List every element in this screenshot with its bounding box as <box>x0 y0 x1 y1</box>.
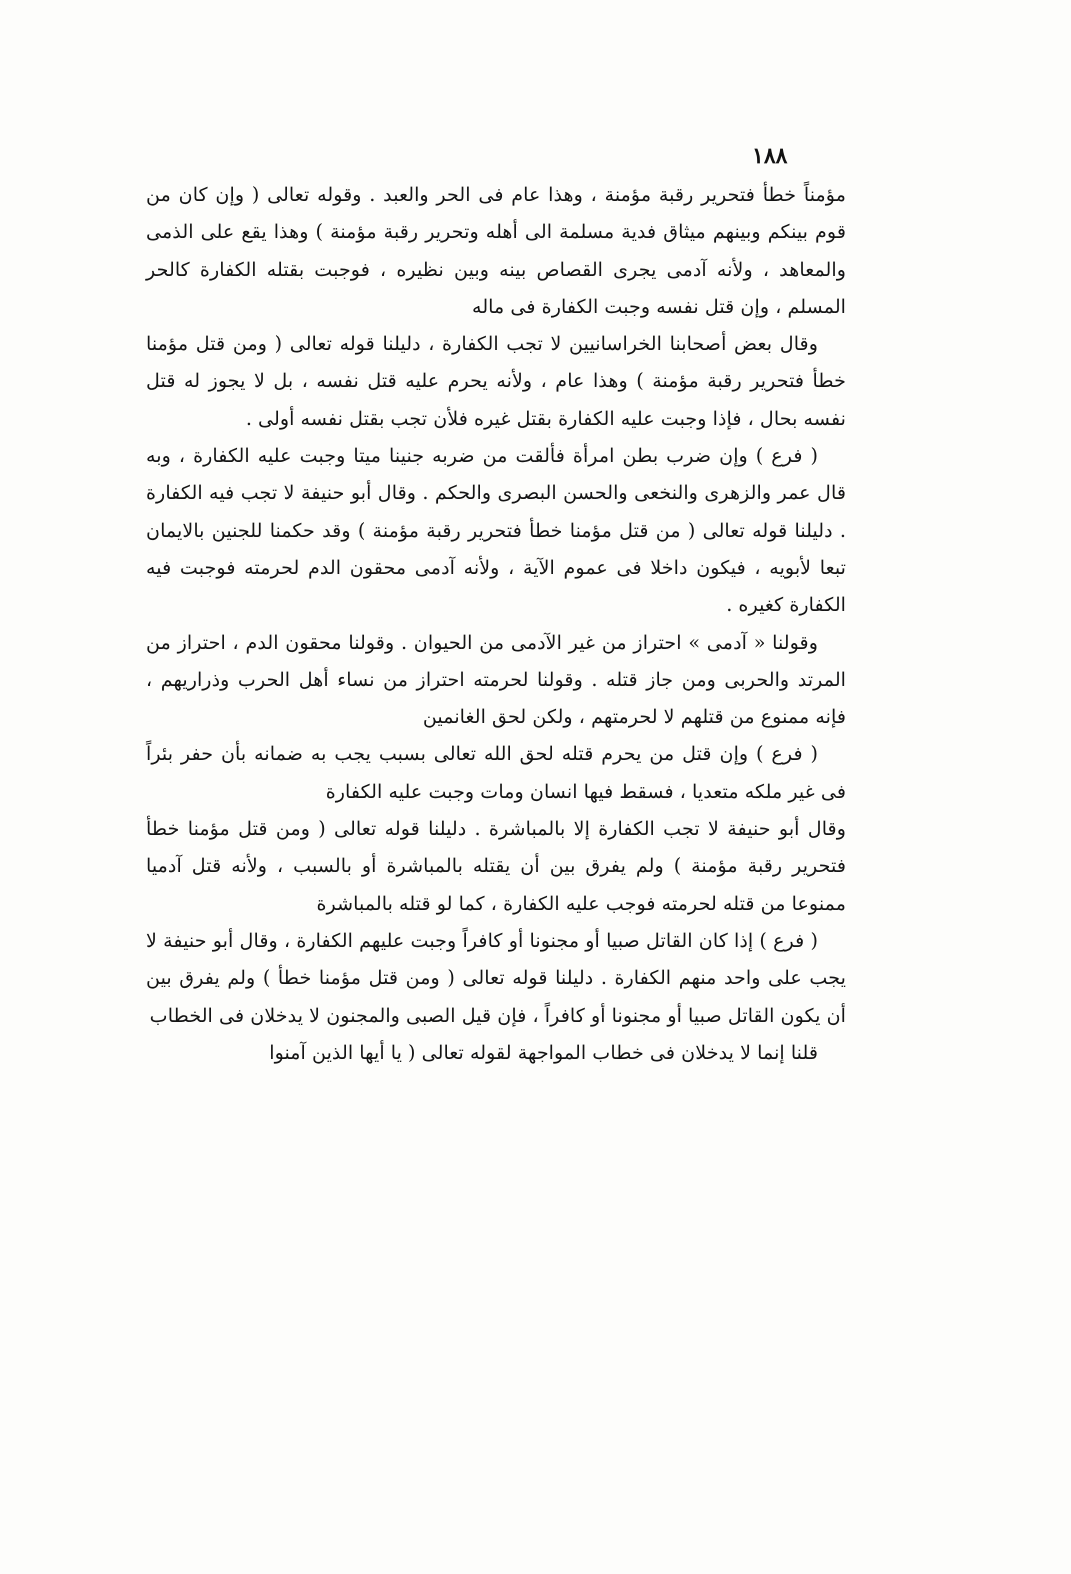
paragraph-2: وقال بعض أصحابنا الخراسانيين لا تجب الكفارة ، دليلنا قوله تعالى ( ومن قتل مؤمنا خطأ فتحرير رقبة مؤمنة ) وهذا عام ، ولأنه يحرم عليه قتل نفسه ، بل لا يجوز له قتل نفسه بحال ، فإذا وجبت عليه الكفارة بقتل غيره فلأن تجب بقتل نفسه أولى . <box>146 332 846 430</box>
body-text <box>146 176 846 1071</box>
paragraph-8: قلنا إنما لا يدخلان فى خطاب المواجهة لقوله تعالى ( يا أيها الذين آمنوا <box>269 1040 818 1064</box>
paragraph-6: وقال أبو حنيفة لا تجب الكفارة إلا بالمباشرة . دليلنا قوله تعالى ( ومن قتل مؤمنا خطأ فتحرير رقبة مؤمنة ) ولم يفرق بين أن يقتله بالمباشرة أو بالسبب ، ولأنه قتل آدميا ممنوعا من قتله لحرمته فوجب عليه الكفارة ، كما لو قتله بالمباشرة <box>146 817 846 915</box>
paragraph-7: ( فرع ) إذا كان القاتل صبيا أو مجنونا أو كافراً وجبت عليهم الكفارة ، وقال أبو حنيفة لا يجب على واحد منهم الكفارة . دليلنا قوله تعالى ( ومن قتل مؤمنا خطأ ) ولم يفرق بين أن يكون القاتل صبيا أو مجنونا أو كافراً ، فإن قيل الصبى والمجنون لا يدخلان فى الخطاب <box>146 928 846 1027</box>
paragraph-5: ( فرع ) وإن قتل من يحرم قتله لحق الله تعالى بسبب يجب به ضمانه بأن حفر بئراً فى غير ملكه متعديا ، فسقط فيها انسان ومات وجبت عليه الكفارة <box>146 742 846 803</box>
page-number: ١٨٨ <box>752 143 788 169</box>
paragraph-1: مؤمناً خطأ فتحرير رقبة مؤمنة ، وهذا عام فى الحر والعبد . وقوله تعالى ( وإن كان من قوم بينكم وبينهم ميثاق فدية مسلمة الى أهله وتحرير رقبة مؤمنة ) وهذا يقع على الذمى والمعاهد ، ولأنه آدمى يجرى القصاص بينه وبين نظيره ، فوجبت بقتله الكفارة كالحر المسلم ، وإن قتل نفسه وجبت الكفارة فى ماله <box>146 183 846 318</box>
paragraph-4: وقولنا « آدمى » احتراز من غير الآدمى من الحيوان . وقولنا محقون الدم ، احتراز من المرتد والحربى ومن جاز قتله . وقولنا لحرمته احتراز من نساء أهل الحرب وذراريهم ، فإنه ممنوع من قتلهم لا لحرمتهم ، ولكن لحق الغانمين <box>146 630 846 729</box>
paragraph-3: ( فرع ) وإن ضرب بطن امرأة فألقت من ضربه جنينا ميتا وجبت عليه الكفارة ، وبه قال عمر والزهرى والنخعى والحسن البصرى والحكم . وقال أبو حنيفة لا تجب فيه الكفارة . دليلنا قوله تعالى ( من قتل مؤمنا خطأ فتحرير رقبة مؤمنة ) وقد حكمنا للجنين بالايمان تبعا لأبويه ، فيكون داخلا فى عموم الآية ، ولأنه آدمى محقون الدم لحرمته فوجبت فيه الكفارة كغيره . <box>146 444 846 617</box>
